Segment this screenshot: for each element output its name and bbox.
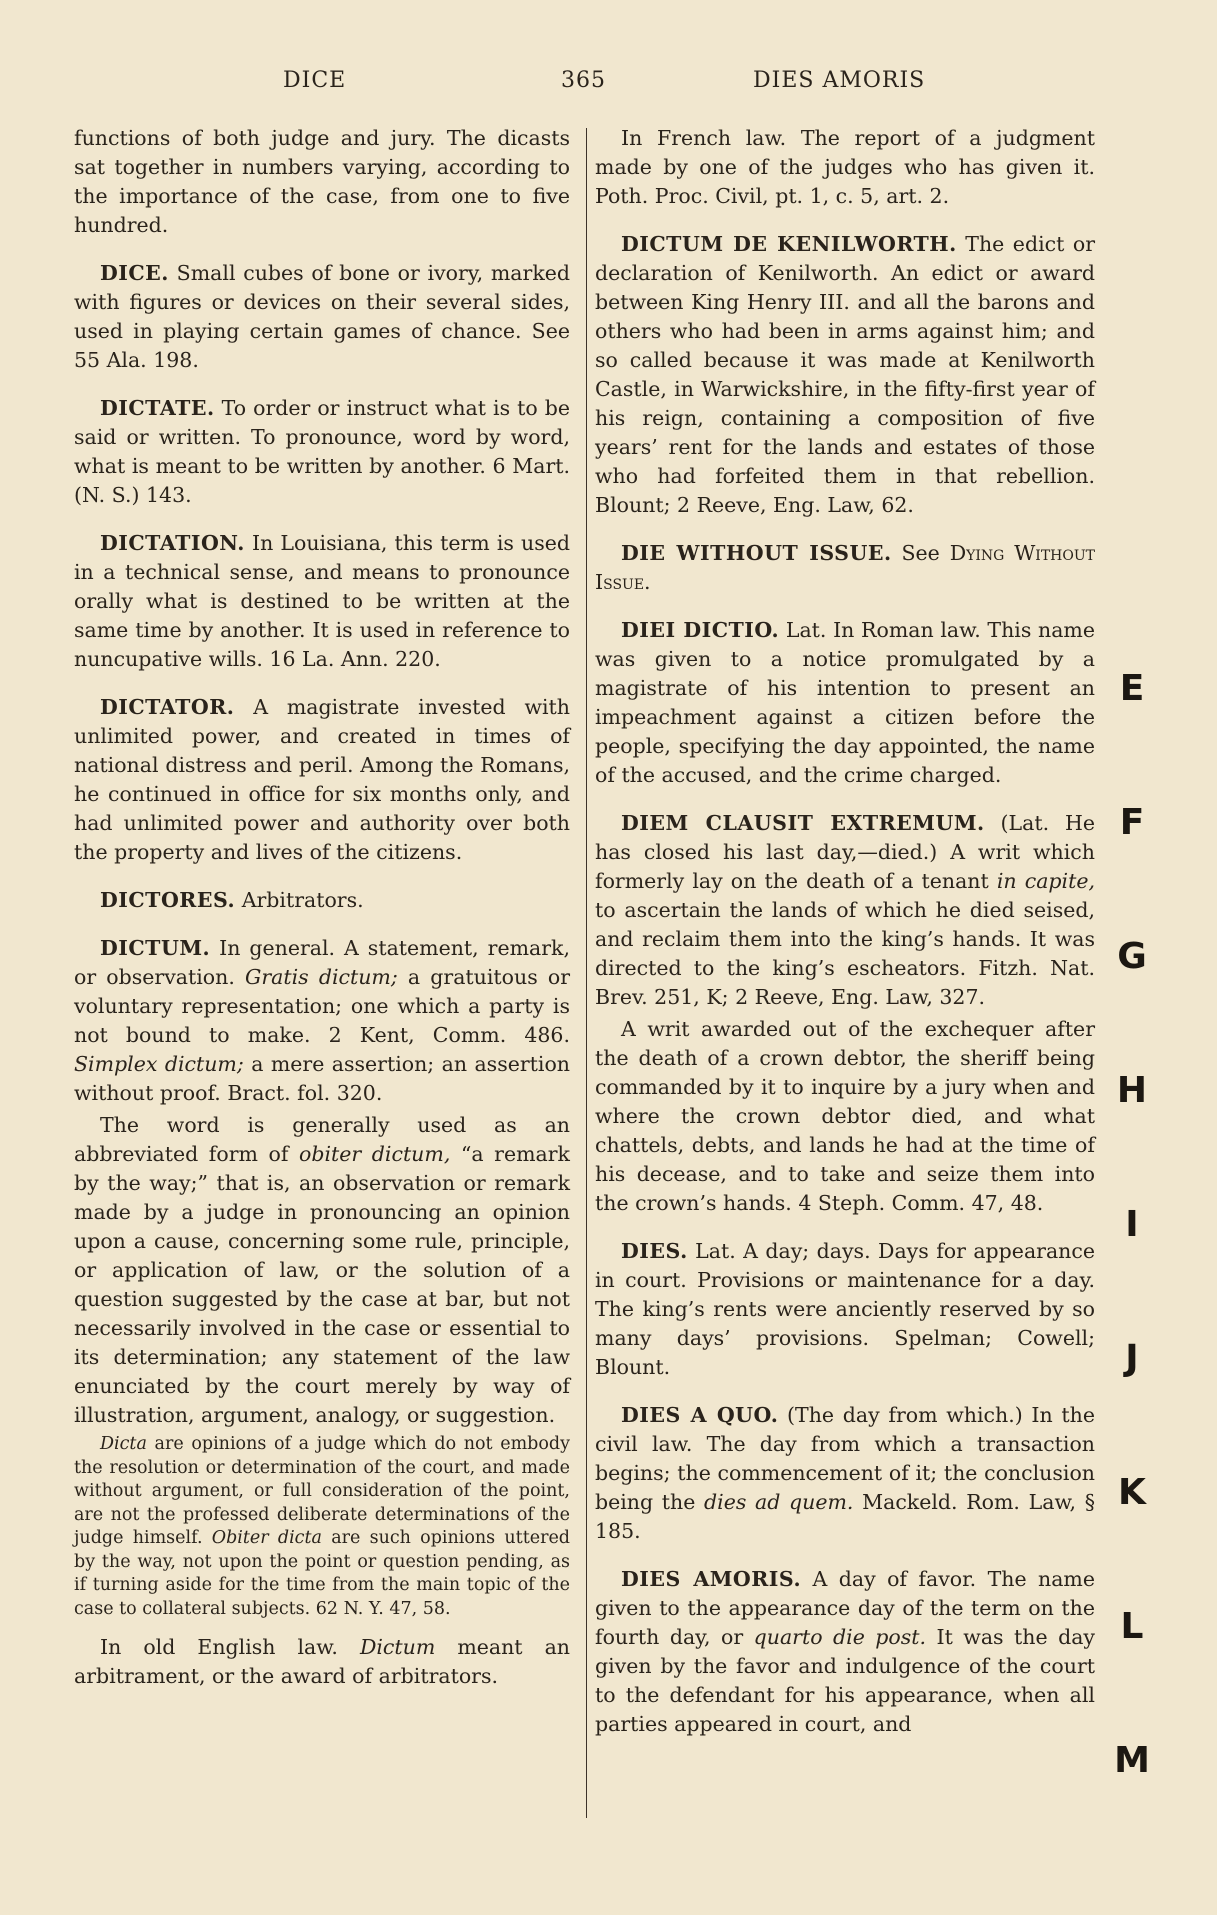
thumb-tab-j[interactable]: J <box>1125 1338 1139 1379</box>
headword: DICTATE. <box>100 396 215 420</box>
entry-diem-clausit-extremum <box>595 809 1095 1012</box>
left-column <box>74 124 570 1710</box>
definition: Arbitrators. <box>235 888 364 912</box>
headword: DIE WITHOUT ISSUE. <box>621 541 892 565</box>
thumb-tab-e[interactable]: E <box>1119 668 1145 709</box>
italic-term: quarto die post. <box>753 1625 927 1649</box>
definition: In old English law. <box>100 1635 360 1659</box>
entry-dictator <box>74 693 570 867</box>
thumb-tab-m[interactable]: M <box>1114 1740 1150 1781</box>
headword: DICTATOR. <box>100 695 235 719</box>
definition: A magistrate invested with unlimited power, and created in times of national distress and peril. Among the Romans, he continued in office for six months only, and had unlimited power and authority over both the property and lives of the citizens. <box>74 695 570 864</box>
definition: Lat. A day; days. Days for appearance in court. Provisions or maintenance for a day. The king’s rents were anciently reserved by so many days’ provisions. Spelman; Cowell; Blount. <box>595 1239 1095 1379</box>
entry-dies <box>595 1237 1095 1382</box>
headword: DIEM CLAUSIT EXTREMUM. <box>621 811 985 835</box>
entry-dies-a-quo <box>595 1401 1095 1546</box>
cross-reference: Dying Without Issue. <box>595 541 1095 594</box>
headword: DIES A QUO. <box>621 1403 779 1427</box>
entry-continuation: functions of both judge and jury. The dicasts sat together in numbers varying, according to the importance of the case, from one to five hundred. <box>74 126 570 237</box>
entry-diem-clausit-paragraph: A writ awarded out of the exchequer after the death of a crown debtor, the sheriff being commanded by it to inquire by a jury when and where the crown debtor died, and what chattels, debts, and lands he had at the time of his decease, and to take and seize them into the crown’s hands. 4 Steph. Comm. 47, 48. <box>595 1017 1095 1215</box>
headword: DICTUM DE KENILWORTH. <box>621 232 957 256</box>
entry-dictum-paragraph <box>74 1111 570 1430</box>
running-head-right: DIES AMORIS <box>753 68 926 93</box>
italic-term: obiter dictum, <box>299 1142 451 1166</box>
headword: DICTORES. <box>100 888 236 912</box>
note-text: are such opinions uttered by the way, not upon the point or question pending, as if turning aside for the time from the main topic of the case to collateral subjects. 62 N. Y. 47, 58. <box>74 1528 571 1619</box>
italic-term: Obiter dicta <box>211 1528 322 1548</box>
definition: In general. A statement, remark, or observation. <box>74 936 570 989</box>
entry-diei-dictio <box>595 616 1095 790</box>
thumb-tab-g[interactable]: G <box>1117 936 1147 977</box>
entry-dictum-note <box>74 1433 570 1621</box>
definition: The edict or declaration of Kenilworth. An edict or award between King Henry III. and all the barons and others who had been in arms against him; and so called because it was made at Kenilworth Castle, in Warwickshire, in the fifty-first year of his reign, containing a composition of five years’ rent for the lands and estates of those who had forfeited them in that rebellion. Blount; 2 Reeve, Eng. Law, 62. <box>595 232 1095 517</box>
page-number: 365 <box>561 68 606 93</box>
thumb-tab-i[interactable]: I <box>1125 1204 1139 1245</box>
definition: A day of favor. The name given to the appearance day of the term on the fourth day, or <box>595 1567 1096 1649</box>
right-column <box>595 124 1095 1758</box>
definition: It was the day given by the favor and indulgence of the court to the defendant for his appearance, when all parties appeared in court, and <box>595 1625 1095 1736</box>
running-head-left: DICE <box>283 68 347 93</box>
entry-dies-amoris <box>595 1565 1095 1739</box>
thumb-tab-f[interactable]: F <box>1119 802 1145 843</box>
entry-dice <box>74 259 570 375</box>
definition: a mere assertion; an assertion without proof. Bract. fol. 320. <box>74 1052 570 1105</box>
entry-dictores <box>74 886 570 915</box>
definition: a gratuitous or voluntary representation; one which a party is not bound to make. 2 Kent, Comm. 486. <box>74 965 570 1047</box>
entry-dictate <box>74 394 570 510</box>
definition: To order or instruct what is to be said or written. To pronounce, word by word, what is meant to be written by another. 6 Mart. (N. S.) 143. <box>74 396 570 507</box>
thumb-tab-l[interactable]: L <box>1120 1606 1144 1647</box>
headword: DICE. <box>100 261 169 285</box>
column-rule <box>586 128 587 1818</box>
definition: to ascertain the lands of which he died seised, and reclaim them into the king’s hands. It was directed to the king’s escheators. Fitzh. Nat. Brev. 251, K; 2 Reeve, Eng. Law, 327. <box>595 898 1095 1009</box>
note-text: are opinions of a judge which do not embody the resolution or determination of the court, and made without argument, or full consideration of the point, are not the professed deliberate determinations of the judge himself. <box>74 1434 570 1548</box>
entry-dictation <box>74 529 570 674</box>
entry-die-without-issue <box>595 539 1095 597</box>
definition: In Louisiana, this term is used in a technical sense, and means to pronounce orally what is destined to be written at the same time by another. It is used in reference to nuncupative wills. 16 La. Ann. 220. <box>74 531 570 671</box>
headword: DIES. <box>621 1239 688 1263</box>
definition: (The day from which.) In the civil law. The day from which a transaction begins; the commencement of it; the conclusion being the <box>595 1403 1095 1514</box>
italic-term: Gratis dictum; <box>244 965 398 989</box>
italic-term: Dictum <box>359 1635 436 1659</box>
headword: DICTUM. <box>100 936 211 960</box>
thumb-tab-k[interactable]: K <box>1118 1472 1146 1513</box>
headword: DIEI DICTIO. <box>621 618 780 642</box>
definition: (Lat. He has closed his last day,—died.) A writ which formerly lay on the death of a tenant <box>595 811 1095 893</box>
italic-term: Simplex dictum; <box>74 1052 244 1076</box>
definition: meant an arbitrament, or the award of arbitrators. <box>74 1635 570 1688</box>
thumb-index <box>1112 0 1152 1915</box>
italic-term: dies ad quem. <box>704 1490 854 1514</box>
entry-dictum <box>74 934 570 1108</box>
definition: Lat. In Roman law. This name was given to a notice promulgated by a magistrate of his intention to present an impeachment against a citizen before the people, specifying the day appointed, the name of the accused, and the crime charged. <box>595 618 1095 787</box>
headword: DICTATION. <box>100 531 245 555</box>
headword: DIES AMORIS. <box>621 1567 802 1591</box>
entry-french-law: In French law. The report of a judgment made by one of the judges who has given it. Poth. Proc. Civil, pt. 1, c. 5, art. 2. <box>595 126 1095 208</box>
definition: See <box>891 541 950 565</box>
definition: “a remark by the way;” that is, an observation or remark made by a judge in pronouncing an opinion upon a cause, concerning some rule, principle, or application of law, or the solution of a question suggested by the case at bar, but not necessarily involved in the case or essential to its determination; any statement of the law enunciated by the court merely by way of illustration, argument, analogy, or suggestion. <box>74 1142 570 1427</box>
definition: The word is generally used as an abbreviated form of <box>74 1113 570 1166</box>
definition: Mackeld. Rom. Law, § 185. <box>595 1490 1095 1543</box>
definition: Small cubes of bone or ivory, marked with figures or devices on their several sides, used in playing certain games of chance. See 55 Ala. 198. <box>74 261 570 372</box>
entry-dictum-de-kenilworth <box>595 230 1095 520</box>
entry-dictum-old-english <box>74 1633 570 1691</box>
thumb-tab-h[interactable]: H <box>1116 1070 1148 1111</box>
italic-term: in capite, <box>996 869 1095 893</box>
italic-term: Dicta <box>100 1434 147 1454</box>
